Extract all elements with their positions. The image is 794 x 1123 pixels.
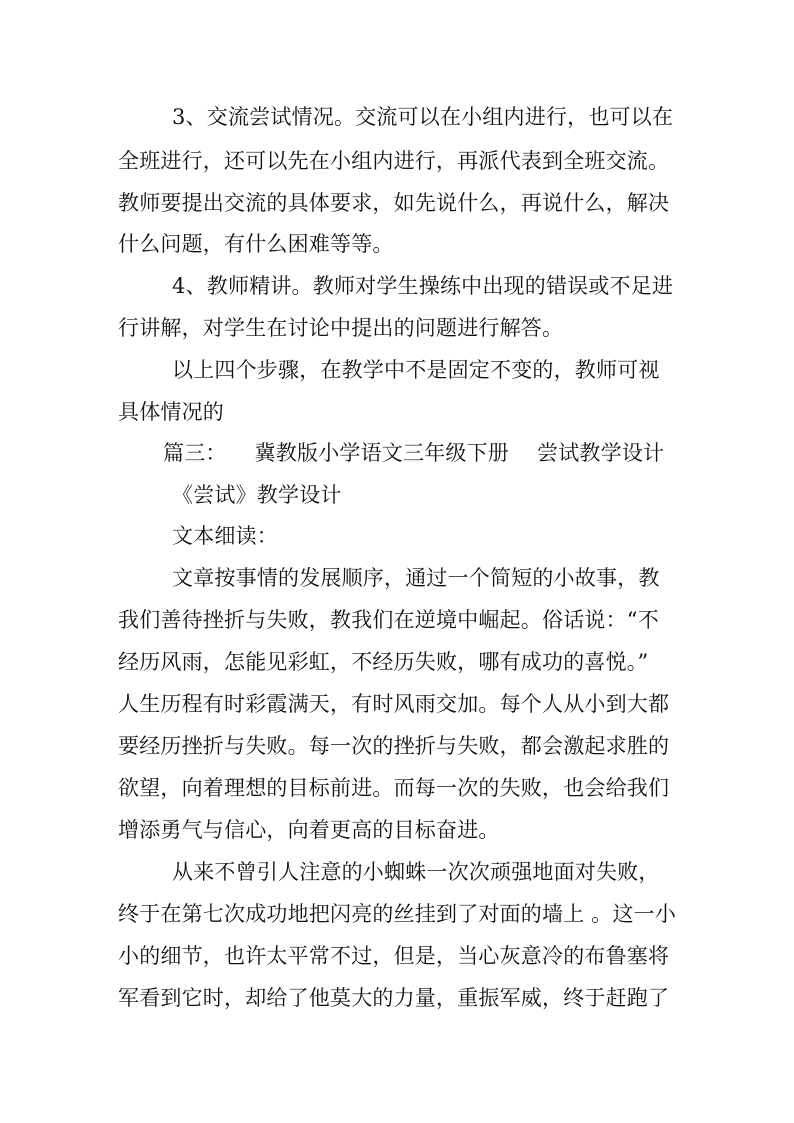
section-heading-title: 冀教版小学语文三年级下册 xyxy=(254,441,510,465)
paragraph-line: 什么问题，有什么困难等等。 xyxy=(118,232,394,256)
section-heading-subtitle: 尝试教学设计 xyxy=(537,441,665,465)
paragraph-line: 具体情况的 xyxy=(118,400,224,424)
design-title: 《尝试》教学设计 xyxy=(172,483,342,507)
section-heading xyxy=(163,439,664,467)
paragraph-line: 我们善待挫折与失败，教我们在逆境中崛起。俗话说：“不 xyxy=(118,608,659,632)
paragraph-line: 以上四个步骤，在教学中不是固定不变的，教师可视 xyxy=(172,358,660,382)
paragraph-line: 终于在第七次成功地把闪亮的丝挂到了对面的墙上 。这一小 xyxy=(118,902,677,926)
paragraph-line: 军看到它时，却给了他莫大的力量，重振军威，终于赶跑了 xyxy=(118,986,670,1010)
paragraph-line: 要经历挫折与失败。每一次的挫折与失败，都会激起求胜的 xyxy=(118,734,670,758)
paragraph-line: 人生历程有时彩霞满天，有时风雨交加。每个人从小到大都 xyxy=(118,692,670,716)
paragraph-line: 增添勇气与信心，向着更高的目标奋进。 xyxy=(118,818,500,842)
paragraph-line: 行讲解，对学生在讨论中提出的问题进行解答。 xyxy=(118,316,564,340)
paragraph-line: 小的细节，也许太平常不过，但是，当心灰意冷的布鲁塞将 xyxy=(118,944,670,968)
paragraph-line: 文章按事情的发展顺序，通过一个简短的小故事，教 xyxy=(172,566,660,590)
paragraph-line: 经历风雨，怎能见彩虹，不经历失败，哪有成功的喜悦。” xyxy=(118,650,649,674)
paragraph-line: 全班进行，还可以先在小组内进行，再派代表到全班交流。 xyxy=(118,149,670,173)
paragraph-line: 从来不曾引人注意的小蜘蛛一次次顽强地面对失败， xyxy=(172,860,660,884)
paragraph-line: 3、交流尝试情况。交流可以在小组内进行，也可以在 xyxy=(172,105,674,129)
paragraph-line: 教师要提出交流的具体要求，如先说什么，再说什么，解决 xyxy=(118,191,670,215)
paragraph-line: 欲望，向着理想的目标前进。而每一次的失败，也会给我们 xyxy=(118,776,670,800)
paragraph-line: 4、教师精讲。教师对学生操练中出现的错误或不足进 xyxy=(172,274,674,298)
reading-label: 文本细读： xyxy=(172,524,278,548)
section-heading-label: 篇三： xyxy=(163,441,227,465)
